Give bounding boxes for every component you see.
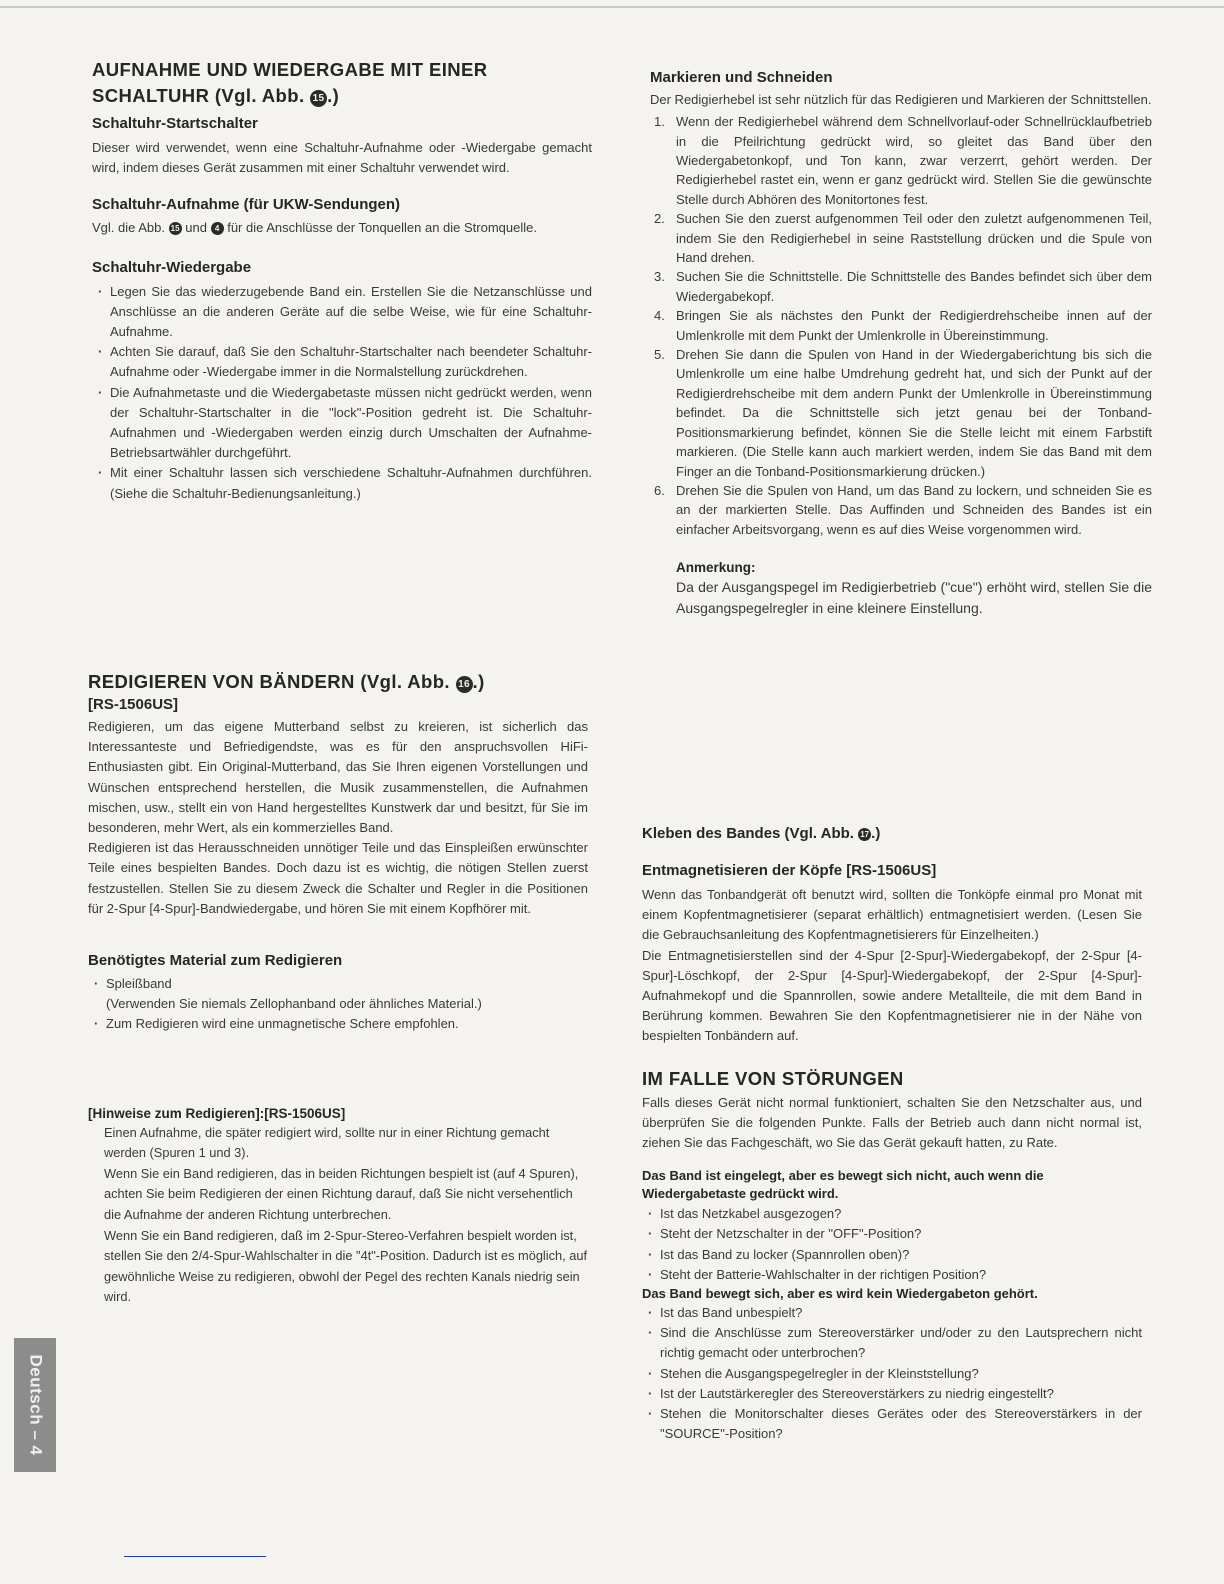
paragraph-redigieren-intro: Redigieren, um das eigene Mutterband selbst zu kreieren, ist sicherlich das Interessanteste und Befriedigendste, was es für den anspruchsvollen HiFi-Enthusiasten gibt. Ein Original-Mutterband, das Sie Ihren eigenen Vorstellungen und Wünschen entsprechend herstellen, die Musik zusammenstellen, die Aufnahmen mischen, usw., stellt ein von Hand hergestelltes Kunstwerk dar und besitzt, für Sie im besonderen, mehr Wert, als ein kommerzielles Band.	[88, 719, 588, 836]
page-tab-label: Deutsch – 4	[26, 1354, 45, 1456]
title-end: .)	[327, 85, 340, 106]
step-text: Wenn der Redigierhebel während dem Schnellvorlauf-oder Schnellrücklaufbetrieb in die Pfeilrichtung gedrückt wird, so gleitet das Band über den Wiedergabetonkopf, und Ton kann, zwar verzerrt, gehört werden. Der Redigierhebel rastet ein, wenn er ganz gedrückt wird. Stellen Sie die gewünschte Stelle durch Abhören des Monitortones fest.	[676, 114, 1152, 207]
paragraph-entmag-1: Wenn das Tonbandgerät oft benutzt wird, sollten die Tonköpfe einmal pro Monat mit einem Kopfentmagnetisierer (separat erhältlich) entmagnetisiert werden. (Lesen Sie die Gebrauchsanleitung des Kopfentmagnetisierers für Einzelheiten.)	[642, 887, 1142, 943]
case-heading-1: Das Band ist eingelegt, aber es bewegt sich nicht, auch wenn die Wiedergabetaste gedrückt wird.	[642, 1168, 1044, 1202]
footer-underline	[124, 1556, 266, 1557]
list-item: · Legen Sie das wiederzugebende Band ein. Erstellen Sie die Netzanschlüsse und Anschlüsse an die anderen Geräte auf die selbe Weise, wie für eine Schaltuhr-Aufnahme.	[92, 282, 592, 343]
step-number: 3.	[654, 269, 665, 285]
case-list-2	[642, 1303, 1142, 1444]
list-item: · Zum Redigieren wird eine unmagnetische Schere empfohlen.	[88, 1014, 588, 1034]
subheading-entmagnetisieren: Entmagnetisieren der Köpfe [RS-1506US]	[642, 862, 937, 879]
title-text: Kleben des Bandes (Vgl. Abb.	[642, 825, 854, 842]
model-label: [RS-1506US]	[88, 696, 179, 713]
list-item: · Die Aufnahmetaste und die Wiedergabetaste müssen nicht gedrückt werden, wenn der Schaltuhr-Startschalter in die "lock"-Position gedreht ist. Die Schaltuhr-Aufnahmen und -Wiedergaben werden einzig durch Umschalten der Aufnahme-Betriebsartwähler durchgeführt.	[92, 383, 592, 464]
paragraph-markieren: Der Redigierhebel ist sehr nützlich für das Redigieren und Markieren der Schnittstellen.	[650, 92, 1152, 107]
paragraph-entmag-2: Die Entmagnetisierstellen sind der 4-Spur [2-Spur]-Wiedergabekopf, der 2-Spur [4-Spur]-Löschkopf, der 2-Spur [4-Spur]-Wiedergabekopf, der 2-Spur [4-Spur]-Aufnahmekopf und die Spannrollen, sowie andere Metallteile, die mit dem Band in Berührung kommen. Bewahren Sie den Kopfentmagnetisierer nie in der Nähe von bespielten Tonbändern auf.	[642, 947, 1142, 1044]
subheading-markieren: Markieren und Schneiden	[650, 69, 833, 86]
text-part: und	[185, 220, 207, 236]
paragraph-hinweise-3: Wenn Sie ein Band redigieren, daß im 2-Spur-Stereo-Verfahren bespielt worden ist, stellen Sie den 2/4-Spur-Wahlschalter in die "4t"-Position. Dadurch ist es möglich, auf gewöhnliche Weise zu redigieren, obwohl der Pegel des rechten Kanals niedrig sein wird.	[104, 1227, 588, 1305]
step-item	[650, 112, 1152, 209]
subheading-schaltuhr-wiedergabe: Schaltuhr-Wiedergabe	[92, 258, 252, 276]
section-redigieren	[88, 670, 588, 1308]
step-text: Drehen Sie dann die Spulen von Hand in der Wiedergaberichtung bis sich die Umlenkrolle um eine halbe Umdrehung gedreht hat, und sich der Punkt auf der Redigierdrehscheibe mit dem andern Punkt der Umlenkrolle in Übereinstimmung befindet. Da die Schnittstelle sich jetzt genau bei der Tonband-Positionsmarkierung befindet, können Sie die Stelle leicht mit einem Farbstift markieren. (Die Stelle kann auch markiert werden, indem Sie das Band mit dem Finger an die Tonband-Positionsmarkierung drücken.)	[676, 347, 1152, 479]
figure-ref-badge: 17	[858, 828, 871, 841]
step-item	[650, 267, 1152, 306]
list-material	[88, 974, 588, 1035]
step-number: 5.	[654, 347, 665, 363]
paragraph-anmerkung: Da der Ausgangspegel im Redigierbetrieb ("cue") erhöht wird, stellen Sie die Ausgangspegelregler in eine kleinere Einstellung.	[676, 579, 1152, 617]
title-text: SCHALTUHR (Vgl. Abb.	[92, 85, 305, 106]
section-title-schaltuhr-line1: AUFNAHME UND WIEDERGABE MIT EINER	[92, 59, 488, 80]
paragraph-redigieren-details: Redigieren ist das Herausschneiden unnötiger Teile und das Einspleißen erwünschter Teile eines bespielten Bandes. Doch dazu ist es wichtig, die nötigen Stellen zuerst festzustellen. Stellen Sie zu diesem Zweck die Schalter und Regler in die Positionen für 2-Spur [4-Spur]-Bandwiedergabe, und hören Sie mit einem Kopfhörer mit.	[88, 840, 588, 916]
paragraph-startschalter: Dieser wird verwendet, wenn eine Schaltuhr-Aufnahme oder -Wiedergabe gemacht wird, indem dieses Gerät zusammen mit einer Schaltuhr verwendet wird.	[92, 140, 592, 176]
subheading-schaltuhr-aufnahme: Schaltuhr-Aufnahme (für UKW-Sendungen)	[92, 196, 401, 214]
step-text: Drehen Sie die Spulen von Hand, um das Band zu lockern, und schneiden Sie es an der markierten Stelle. Das Auffinden und Schneiden des Bandes ist ein einfacher Arbeitsvorgang, wenn es auf dies Weise vorgenommen wird.	[676, 482, 1152, 537]
list-item: · Stehen die Ausgangspegelregler in der Kleinststellung?	[642, 1364, 1142, 1384]
section-markieren	[650, 68, 1152, 619]
section-title-redigieren	[88, 670, 588, 694]
language-page-tab	[14, 1338, 56, 1472]
item-text: Spleißband	[106, 976, 172, 992]
title-end: .)	[871, 825, 881, 842]
paragraph-stoerungen: Falls dieses Gerät nicht normal funktioniert, schalten Sie den Netzschalter aus, und überprüfen Sie die folgenden Punkte. Falls der Betrieb auch dann nicht normal ist, ziehen Sie das Fachgeschäft, wo Sie das Gerät gekauft hatten, zu Rate.	[642, 1094, 1142, 1151]
figure-ref-badge: 16	[456, 676, 473, 693]
title-end: .)	[472, 671, 485, 692]
subheading-startschalter: Schaltuhr-Startschalter	[92, 115, 258, 132]
step-number: 2.	[654, 211, 665, 227]
subheading-kleben	[642, 824, 1142, 844]
steps-list	[650, 112, 1152, 539]
list-item	[88, 974, 588, 1014]
list-item: · Ist das Band unbespielt?	[642, 1303, 1142, 1323]
figure-ref-badge: 4	[211, 222, 224, 235]
subheading-hinweise: [Hinweise zum Redigieren]:[RS-1506US]	[88, 1105, 346, 1121]
item-subtext: (Verwenden Sie niemals Zellophanband oder ähnliches Material.)	[106, 996, 482, 1012]
step-text: Suchen Sie den zuerst aufgenommen Teil oder den zuletzt aufgenommenen Teil, indem Sie den Redigierhebel in seine Raststellung drücken und die Spule von Hand drehen.	[676, 211, 1152, 266]
section-kleben-entmag	[642, 824, 1142, 1444]
paragraph-hinweise-2: Wenn Sie ein Band redigieren, das in beiden Richtungen bespielt ist (auf 4 Spuren), achten Sie beim Redigieren der einen Richtung darauf, daß Sie nicht versehentlich die Aufnahme der anderen Richtung unterbrechen.	[104, 1165, 579, 1223]
step-item	[650, 306, 1152, 345]
list-item: · Ist der Lautstärkeregler des Stereoverstärkers zu niedrig eingestellt?	[642, 1384, 1142, 1404]
hinweise-block	[88, 1105, 588, 1308]
text-part: Vgl. die Abb.	[92, 220, 165, 236]
figure-ref-badge: 15	[310, 90, 327, 107]
step-item	[650, 209, 1152, 267]
subheading-anmerkung: Anmerkung:	[676, 560, 756, 576]
step-text: Bringen Sie als nächstes den Punkt der Redigierdrehscheibe innen auf der Umlenkrolle mit dem Punkt der Umlenkrolle in Übereinstimmung.	[676, 308, 1152, 343]
list-item: · Ist das Band zu locker (Spannrollen oben)?	[642, 1245, 1142, 1265]
list-item: · Ist das Netzkabel ausgezogen?	[642, 1204, 1142, 1224]
top-edge-line	[0, 6, 1224, 8]
list-item: · Stehen die Monitorschalter dieses Gerätes oder des Stereoverstärkers in der "SOURCE"-Position?	[642, 1404, 1142, 1444]
step-item	[650, 345, 1152, 481]
list-schaltuhr-wiedergabe	[92, 282, 592, 504]
list-item: · Mit einer Schaltuhr lassen sich verschiedene Schaltuhr-Aufnahmen durchführen. (Siehe die Schaltuhr-Bedienungsanleitung.)	[92, 463, 592, 503]
paragraph-schaltuhr-aufnahme	[92, 218, 592, 238]
paragraph-hinweise-1: Einen Aufnahme, die später redigiert wird, sollte nur in einer Richtung gemacht werden (Spuren 1 und 3).	[104, 1124, 550, 1161]
step-item	[650, 481, 1152, 539]
subheading-material: Benötigtes Material zum Redigieren	[88, 952, 343, 970]
step-number: 4.	[654, 308, 665, 324]
case-list-1	[642, 1204, 1142, 1285]
list-item: · Steht der Batterie-Wahlschalter in der richtigen Position?	[642, 1265, 1142, 1285]
step-number: 1.	[654, 114, 665, 130]
title-text: REDIGIEREN VON BÄNDERN (Vgl. Abb.	[88, 671, 450, 692]
list-item: · Steht der Netzschalter in der "OFF"-Position?	[642, 1224, 1142, 1244]
text-part: für die Anschlüsse der Tonquellen an die Stromquelle.	[227, 220, 537, 236]
figure-ref-badge: 15	[169, 222, 182, 235]
section-schaltuhr	[92, 58, 592, 504]
case-heading-2: Das Band bewegt sich, aber es wird kein Wiedergabeton gehört.	[642, 1286, 1038, 1302]
anmerkung-block	[650, 559, 1152, 619]
section-title-stoerungen: IM FALLE VON STÖRUNGEN	[642, 1067, 904, 1089]
list-item: · Achten Sie darauf, daß Sie den Schaltuhr-Startschalter nach beendeter Schaltuhr-Aufnahme oder -Wiedergabe immer in die Normalstellung zurückdrehen.	[92, 342, 592, 382]
list-item: · Sind die Anschlüsse zum Stereoverstärker und/oder zu den Lautsprechern nicht richtig gemacht oder unterbrochen?	[642, 1323, 1142, 1363]
step-text: Suchen Sie die Schnittstelle. Die Schnittstelle des Bandes befindet sich über dem Wiedergabekopf.	[676, 269, 1152, 304]
hinweise-body	[88, 1123, 588, 1308]
step-number: 6.	[654, 482, 665, 498]
section-title-schaltuhr-line2	[92, 84, 592, 108]
